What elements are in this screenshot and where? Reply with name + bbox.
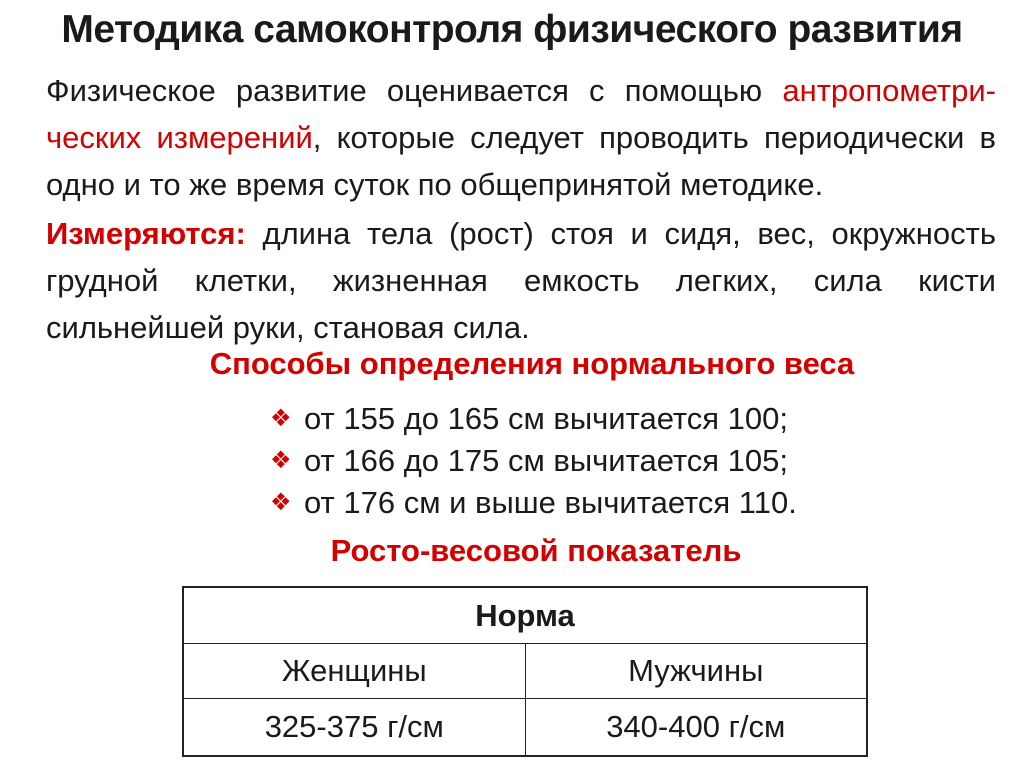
list-item-text: от 155 до 165 см вычитается 100; [304, 401, 789, 436]
paragraph-physical-development [46, 67, 996, 208]
list-item-text: от 166 до 175 см вычитается 105; [304, 443, 789, 478]
value-women: 325-375 г/см [183, 699, 525, 757]
paragraph-measurements [46, 210, 996, 351]
list-item [270, 398, 797, 440]
table-header-norm: Норма [183, 587, 867, 644]
measurements-text: длина тела (рост) стоя и сидя, вес, окружность грудной клетки, жизненная емкость легких, сила кисти сильнейшей руки, становая сила. [46, 216, 996, 345]
column-men: Мужчины [525, 644, 867, 699]
weight-methods-list [270, 398, 797, 524]
list-item [270, 440, 797, 482]
column-women: Женщины [183, 644, 525, 699]
diamond-bullet-icon: ❖ [270, 489, 292, 516]
list-item [270, 482, 797, 524]
diamond-bullet-icon: ❖ [270, 405, 292, 432]
norm-table [182, 586, 868, 757]
weight-methods-heading: Способы определения нормального веса [209, 346, 855, 381]
table-row [183, 699, 867, 757]
table-header-row [183, 587, 867, 644]
slide-title: Методика самоконтроля физического развития [61, 8, 963, 51]
paragraph1-text-before: Физическое развитие оценивается с помощью [46, 73, 783, 108]
value-men: 340-400 г/см [525, 699, 867, 757]
diamond-bullet-icon: ❖ [270, 447, 292, 474]
table-row [183, 644, 867, 699]
height-weight-index-heading: Росто-весовой показатель [330, 533, 742, 568]
measurements-label: Измеряются: [46, 216, 246, 251]
anthropometric-highlight: антропометри-ческих измерений [46, 73, 996, 155]
paragraph1-text-after: , которые следует проводить периодически в одно и то же время суток по общепринятой методике. [46, 120, 997, 202]
list-item-text: от 176 см и выше вычитается 110. [304, 485, 797, 520]
